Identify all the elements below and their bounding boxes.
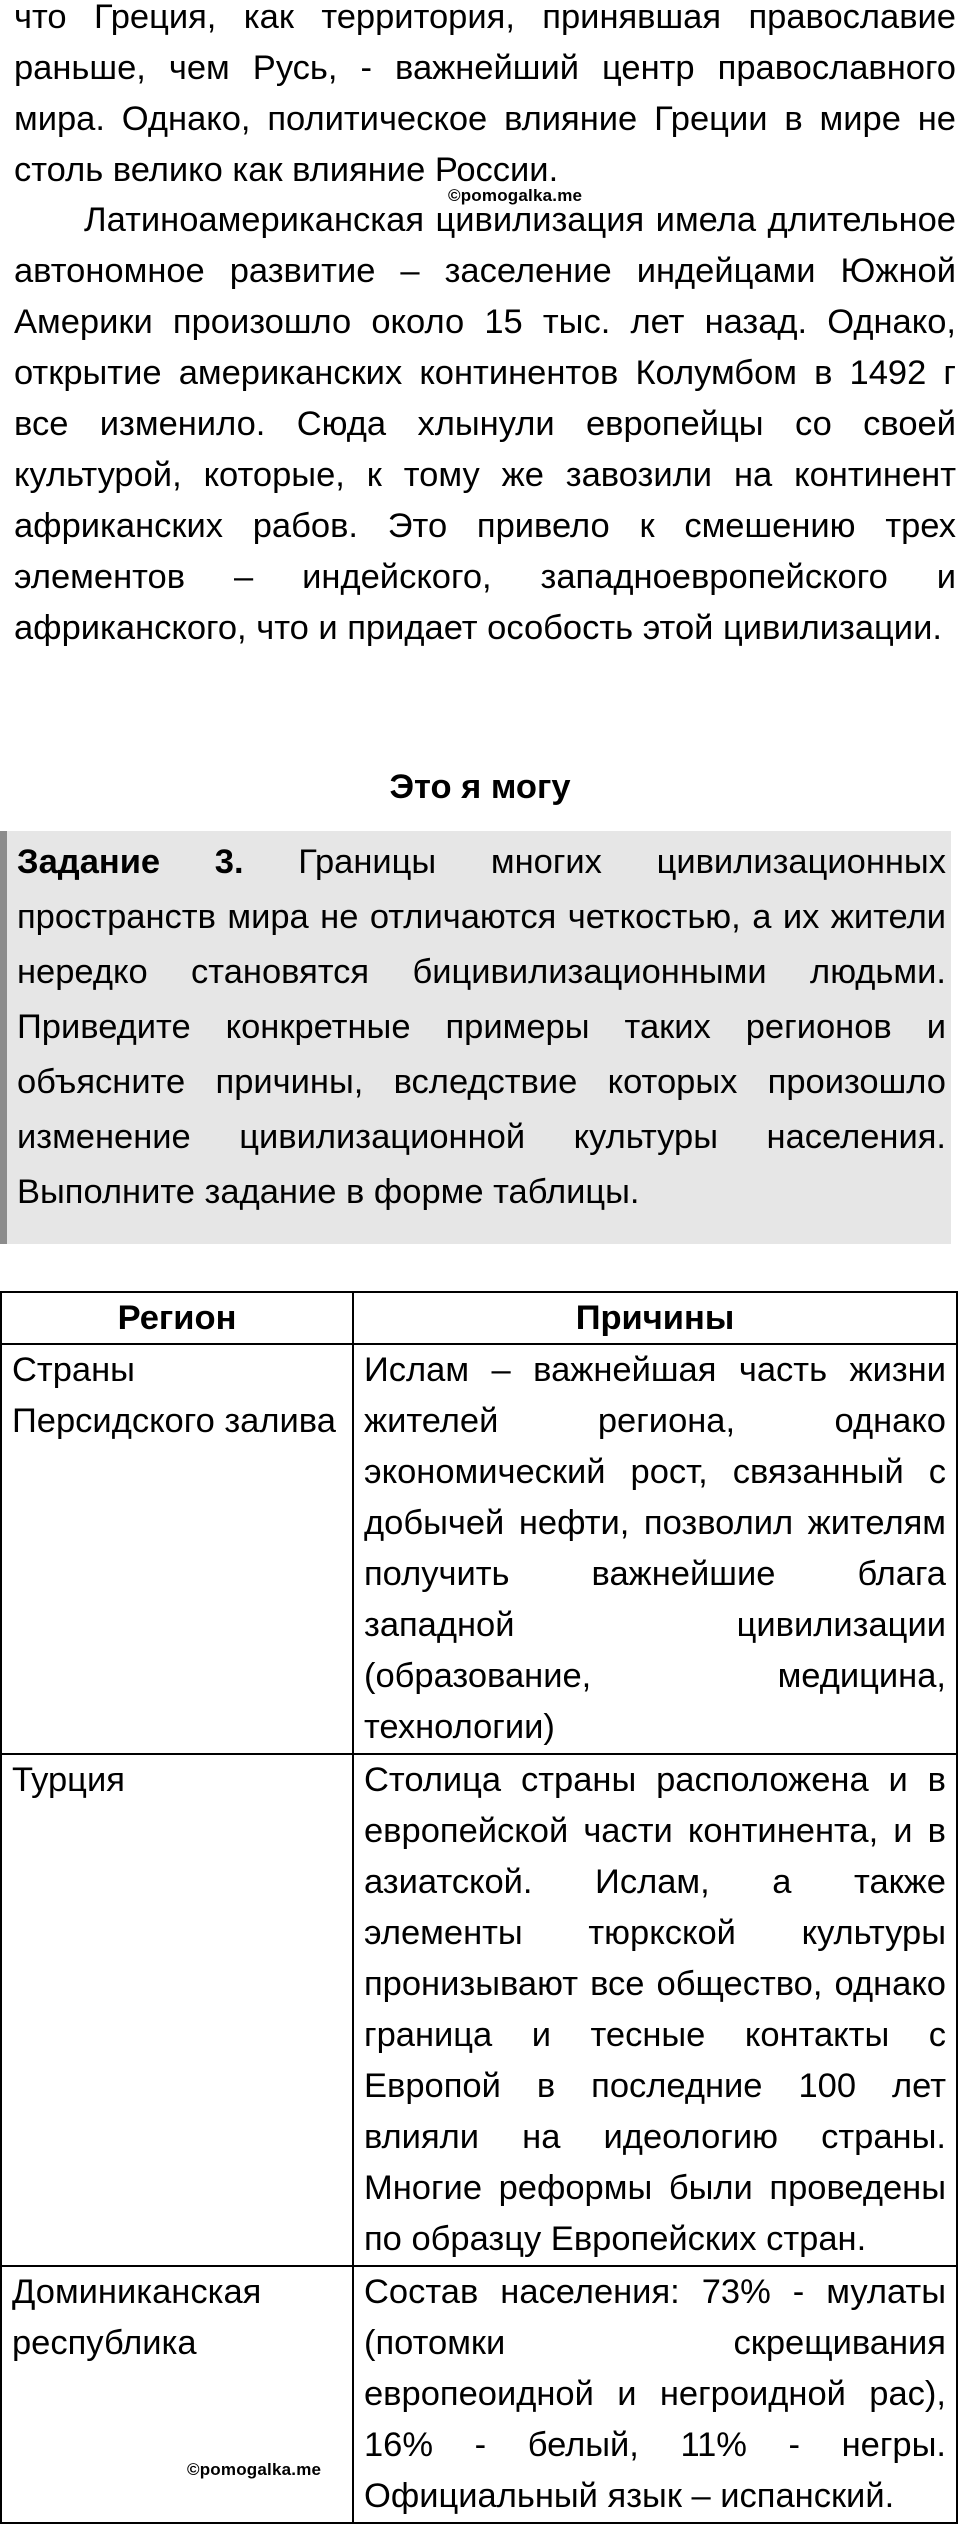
header-region: Регион [1,1292,353,1344]
region-cell: Страны Персидского залива [1,1344,353,1754]
task-text [17,835,946,1220]
paragraph-latin-america: Латиноамериканская цивилизация имела длительное автономное развитие – заселение индейцами Южной Америки произошло около 15 тыс. лет назад. Однако, открытие американских континентов Колумбом в 1492 г все изменило. Сюда хлынули европейцы со своей культурой, которые, к тому же завозили на континент африканских рабов. Это привело к смешению трех элементов – индейского, западноевропейского и африканского, что и придает особость этой цивилизации. [14,201,956,647]
table-row [1,2266,957,2523]
table-header-row [1,1292,957,1344]
task-body: Границы многих цивилизационных пространств мира не отличаются четкостью, а их жители нередко становятся бицивилизационными людьми. Приведите конкретные примеры таких регионов и объясните причины, вследствие которых произошло изменение цивилизационной культуры населения. Выполните задание в форме таблицы. [17,843,946,1211]
section-title: Это я могу [389,768,571,806]
task-label: Задание 3. [17,843,244,881]
reason-cell: Столица страны расположена и в европейской части континента, и в азиатской. Ислам, а также элементы тюркской культуры пронизывают все общество, однако граница и тесные контакты с Европой в последние 100 лет влияли на идеологию страны. Многие реформы были проведены по образцу Европейских стран. [353,1754,957,2266]
region-cell: Доминиканская республика [1,2266,353,2523]
watermark-top: ©pomogalka.me [448,186,583,205]
reason-cell: Ислам – важнейшая часть жизни жителей региона, однако экономический рост, связанный с добычей нефти, позволил жителям получить важнейшие блага западной цивилизации (образование, медицина, технологии) [353,1344,957,1754]
reason-cell: Состав населения: 73% - мулаты (потомки скрещивания европеоидной и негроидной рас), 16% - белый, 11% - негры. Официальный язык – испанский. [353,2266,957,2523]
regions-table [0,1291,958,2524]
watermark-bottom: ©pomogalka.me [187,2460,322,2479]
paragraph-greece: что Греция, как территория, принявшая православие раньше, чем Русь, - важнейший центр православного мира. Однако, политическое влияние Греции в мире не столь велико как влияние России. [14,0,956,189]
table-row [1,1754,957,2266]
header-reasons: Причины [353,1292,957,1344]
table-row [1,1344,957,1754]
region-cell: Турция [1,1754,353,2266]
task-box [0,831,951,1244]
